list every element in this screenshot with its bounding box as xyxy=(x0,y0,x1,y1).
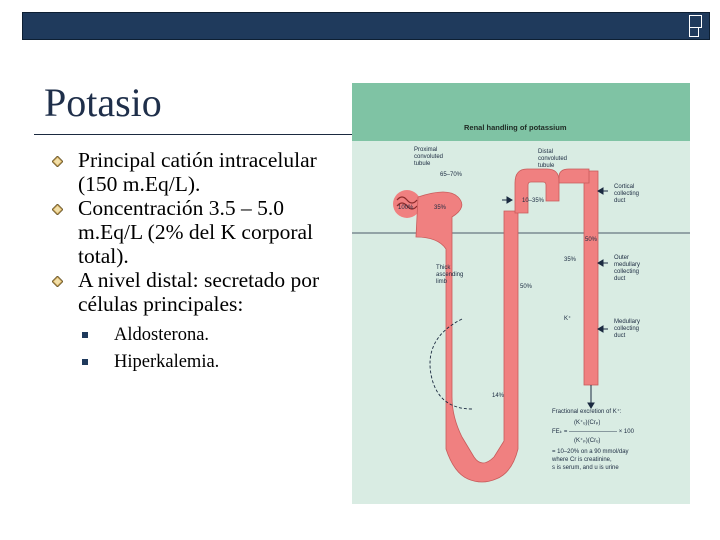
bullet-item xyxy=(52,268,352,316)
sub-bullet-text: Hiperkalemia. xyxy=(114,352,220,372)
value-label: 50% xyxy=(585,237,598,243)
sub-bullet-text: Aldosterona. xyxy=(114,325,210,345)
value-label: 50% xyxy=(520,284,533,290)
value-label: 10–35% xyxy=(522,198,545,204)
bullet-list xyxy=(52,148,352,376)
diamond-bullet-icon xyxy=(52,156,63,167)
label-outer-medullary: Outer medullary collecting duct xyxy=(614,255,641,282)
bullet-item xyxy=(52,148,352,196)
sub-bullet-item xyxy=(52,322,352,349)
value-label: 35% xyxy=(434,205,447,211)
bullet-item xyxy=(52,196,352,268)
value-label: 14% xyxy=(492,393,505,399)
fractional-excretion-formula: Fractional excretion of K⁺: (K⁺ᵤ)(Crₚ) FEₖ = ———————— × 100 (K⁺ₚ)(Crᵤ) = 10–20% on a 90 mmol/day where Cr is creatinine, s is serum, and u is urine xyxy=(552,409,634,471)
square-bullet-icon xyxy=(82,359,88,365)
value-label: K⁺ xyxy=(564,316,572,322)
sub-bullet-item xyxy=(52,349,352,376)
value-label: 65–70% xyxy=(440,172,463,178)
diagram-header-text: Renal handling of potassium xyxy=(464,123,567,132)
bullet-text: Principal catión intracelular (150 m.Eq/L). xyxy=(78,148,317,196)
label-distal: Distal convoluted tubule xyxy=(538,149,568,169)
renal-potassium-diagram xyxy=(352,83,690,504)
slide-title: Potasio xyxy=(44,80,162,125)
square-bullet-icon xyxy=(82,332,88,338)
diamond-bullet-icon xyxy=(52,276,63,287)
diagram-header-band xyxy=(352,83,690,141)
slide-top-bar xyxy=(22,12,710,40)
title-divider xyxy=(34,134,354,135)
top-bar-square-icon xyxy=(689,27,699,37)
diamond-bullet-icon xyxy=(52,204,63,215)
diagram-background xyxy=(352,83,690,504)
label-proximal: Proximal convoluted tubule xyxy=(414,147,444,167)
label-medullary: Medullary collecting duct xyxy=(614,319,641,339)
bullet-text: A nivel distal: secretado por células principales: xyxy=(78,268,320,316)
label-cortical: Cortical collecting duct xyxy=(614,184,640,204)
label-thick-limb: Thick ascending limb xyxy=(436,265,464,285)
value-label: 35% xyxy=(564,257,577,263)
value-label: 100% xyxy=(398,205,414,211)
bullet-text: Concentración 3.5 – 5.0 m.Eq/L (2% del K corporal total). xyxy=(78,196,314,268)
